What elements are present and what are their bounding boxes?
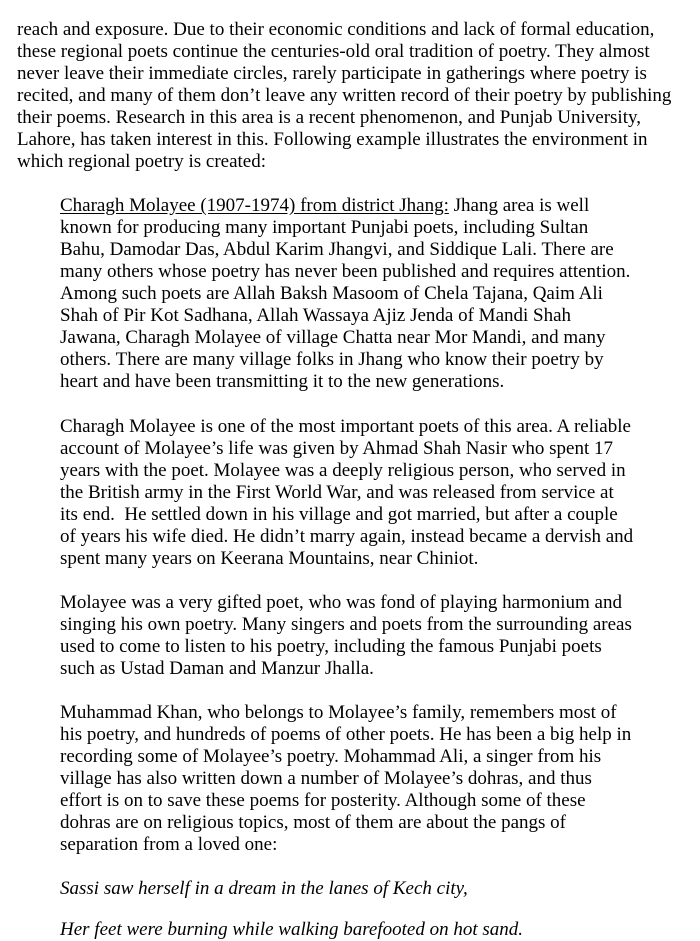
text-line: the British army in the First World War, and was released from service at — [60, 482, 614, 503]
text-line: Shah of Pir Kot Sadhana, Allah Wassaya Ajiz Jenda of Mandi Shah — [60, 305, 572, 326]
text-line: effort is on to save these poems for posterity. Although some of these — [60, 790, 586, 811]
verse-line: Sassi saw herself in a dream in the lanes of Kech city, — [60, 878, 468, 899]
text-line: dohras are on religious topics, most of them are about the pangs of — [60, 812, 567, 833]
text-line: such as Ustad Daman and Manzur Jhalla. — [60, 658, 374, 679]
text-line: Molayee was a very gifted poet, who was fond of playing harmonium and — [60, 592, 622, 613]
text-line: village has also written down a number of Molayee’s dohras, and thus — [60, 768, 592, 789]
text-line: Jawana, Charagh Molayee of village Chatta near Mor Mandi, and many — [60, 327, 606, 348]
text-line: Bahu, Damodar Das, Abdul Karim Jhangvi, and Siddique Lali. There are — [60, 239, 614, 260]
text-line: his poetry, and hundreds of poems of other poets. He has been a big help in — [60, 724, 632, 745]
text-line: reach and exposure. Due to their economic conditions and lack of formal education, — [17, 19, 655, 40]
text-line: Lahore, has taken interest in this. Following example illustrates the environment in — [17, 129, 648, 150]
text-line: its end. He settled down in his village and got married, but after a couple — [60, 504, 618, 525]
text-line: their poems. Research in this area is a recent phenomenon, and Punjab University, — [17, 107, 642, 128]
text-line: recited, and many of them don’t leave any written record of their poetry by publishing — [17, 85, 672, 106]
text-line: known for producing many important Punjabi poets, including Sultan — [60, 217, 589, 238]
text-line: of years his wife died. He didn’t marry again, instead became a dervish and — [60, 526, 634, 547]
text-line: spent many years on Keerana Mountains, near Chiniot. — [60, 548, 479, 569]
text-line: many others whose poetry has never been published and requires attention. — [60, 261, 631, 282]
text-line: years with the poet. Molayee was a deeply religious person, who served in — [60, 460, 626, 481]
text-line: singing his own poetry. Many singers and poets from the surrounding areas — [60, 614, 632, 635]
text-line: Charagh Molayee is one of the most important poets of this area. A reliable — [60, 416, 631, 437]
text-line: others. There are many village folks in Jhang who know their poetry by — [60, 349, 604, 370]
text-line: separation from a loved one: — [60, 834, 278, 855]
text-line: account of Molayee’s life was given by Ahmad Shah Nasir who spent 17 — [60, 438, 613, 459]
text-line: which regional poetry is created: — [17, 151, 267, 172]
verse-line: Her feet were burning while walking barefooted on hot sand. — [60, 919, 523, 940]
section-heading: Charagh Molayee (1907-1974) from district Jhang: — [60, 195, 449, 216]
text-line: Muhammad Khan, who belongs to Molayee’s family, remembers most of — [60, 702, 617, 723]
text-line: heart and have been transmitting it to the new generations. — [60, 371, 505, 392]
text-line: recording some of Molayee’s poetry. Mohammad Ali, a singer from his — [60, 746, 602, 767]
text-line: Among such poets are Allah Baksh Masoom of Chela Tajana, Qaim Ali — [60, 283, 603, 304]
text-line — [60, 195, 589, 217]
text-line: these regional poets continue the centuries-old oral tradition of poetry. They almost — [17, 41, 650, 62]
text-line: never leave their immediate circles, rarely participate in gatherings where poetry is — [17, 63, 647, 84]
text-line: used to come to listen to his poetry, including the famous Punjabi poets — [60, 636, 602, 657]
text-span: Jhang area is well — [448, 195, 590, 216]
